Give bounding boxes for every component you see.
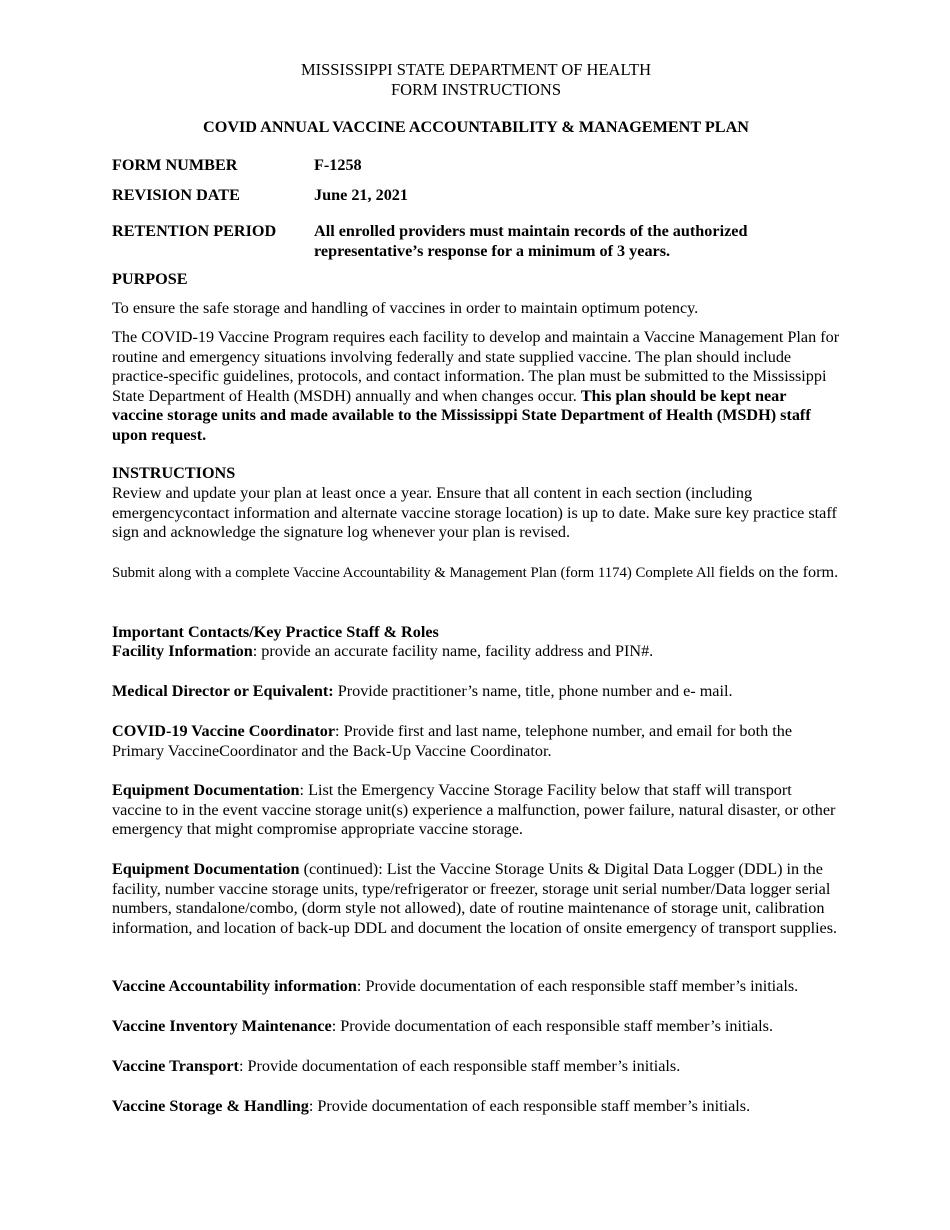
purpose-paragraph-2 [112, 328, 840, 446]
contacts-heading: Important Contacts/Key Practice Staff & Roles [112, 623, 439, 641]
vaccine-storage-handling-text: : Provide documentation of each responsible staff member’s initials. [308, 1097, 751, 1115]
medical-director-label: Medical Director or Equivalent: [112, 682, 334, 700]
vaccine-transport-text: : Provide documentation of each responsible staff member’s initials. [238, 1057, 681, 1075]
retention-period-label: RETENTION PERIOD [112, 222, 277, 240]
equipment-documentation-continued [112, 860, 840, 938]
instructions-paragraph-1: Review and update your plan at least once a year. Ensure that all content in each section (including emergencycontact information and alternate vaccine storage location) is up to date. Make sure key practice staff sign and acknowledge the signature log whenever your plan is revised. [112, 484, 837, 542]
equipment-documentation [112, 781, 840, 840]
vaccine-coordinator [112, 722, 840, 761]
medical-director [112, 682, 840, 702]
equipment-documentation-label: Equipment Documentation [112, 781, 300, 799]
equipment-documentation-continued-label: Equipment Documentation [112, 860, 300, 878]
agency-name: MISSISSIPPI STATE DEPARTMENT OF HEALTH [300, 60, 652, 79]
vaccine-coordinator-label: COVID-19 Vaccine Coordinator [112, 722, 336, 740]
vaccine-transport-label: Vaccine Transport [112, 1057, 239, 1075]
equipment-documentation-continued-text: (continued): List the Vaccine Storage Units & Digital Data Logger (DDL) in the facility, number vaccine storage units, type/refrigerator or freezer, storage unit serial number/Data logger serial numbers, standalone/combo, (dorm style not allowed), date of routine maintenance of storage unit, calibration information, and location of back-up DDL and document the location of onsite emergency of transport supplies. [112, 860, 838, 937]
vaccine-transport [112, 1057, 840, 1077]
agency-header [112, 60, 840, 100]
vaccine-inventory-label: Vaccine Inventory Maintenance [112, 1017, 332, 1035]
revision-date-label: REVISION DATE [112, 186, 240, 204]
instructions-paragraph-2 [112, 563, 840, 584]
form-number-value: F-1258 [314, 156, 362, 174]
medical-director-text: Provide practitioner’s name, title, phone number and e- mail. [333, 682, 733, 700]
facility-information-text: : provide an accurate facility name, facility address and PIN#. [252, 642, 654, 660]
vaccine-inventory [112, 1017, 840, 1037]
vaccine-accountability-text: : Provide documentation of each responsible staff member’s initials. [356, 977, 799, 995]
facility-information-label: Facility Information [112, 642, 253, 660]
facility-information [112, 642, 840, 662]
document-type: FORM INSTRUCTIONS [390, 80, 562, 99]
vaccine-storage-handling [112, 1097, 840, 1117]
vaccine-coordinator-text: : Provide first and last name, telephone number, and email for both the Primary VaccineCoordinator and the Back-Up Vaccine Coordinator. [112, 722, 793, 760]
vaccine-accountability [112, 977, 840, 997]
purpose-paragraph-1: To ensure the safe storage and handling of vaccines in order to maintain optimum potency. [112, 299, 699, 317]
equipment-documentation-text: : List the Emergency Vaccine Storage Facility below that staff will transport vaccine to in the event vaccine storage unit(s) experience a malfunction, power failure, natural disaster, or other emergency that might compromise appropriate vaccine storage. [112, 781, 836, 839]
purpose-paragraph-2-emphasis: This plan should be kept near vaccine storage units and made available to the Mississippi State Department of Health (MSDH) staff upon request. [112, 386, 811, 444]
vaccine-inventory-text: : Provide documentation of each responsible staff member’s initials. [331, 1017, 774, 1035]
purpose-paragraph-2-text: The COVID-19 Vaccine Program requires each facility to develop and maintain a Vaccine Management Plan for routine and emergency situations involving federally and state supplied vaccine. The plan should include practice-specific guidelines, protocols, and contact information. The plan must be submitted to the Mississippi State Department of Health (MSDH) annually and when changes occur. [112, 328, 840, 405]
purpose-heading: PURPOSE [112, 270, 188, 288]
vaccine-storage-handling-label: Vaccine Storage & Handling [112, 1097, 309, 1115]
vaccine-accountability-label: Vaccine Accountability information [112, 977, 357, 995]
instructions-heading: INSTRUCTIONS [112, 464, 236, 482]
document-title: COVID ANNUAL VACCINE ACCOUNTABILITY & MANAGEMENT PLAN [203, 118, 749, 136]
instructions-paragraph-2-rest: fields on the form. [718, 563, 839, 581]
instructions-paragraph-2-small: Submit along with a complete Vaccine Accountability & Management Plan (form 1174) Complete All [112, 565, 719, 581]
retention-period-value: All enrolled providers must maintain records of the authorized representative’s response for a minimum of 3 years. [314, 222, 748, 260]
revision-date-value: June 21, 2021 [314, 186, 408, 204]
form-number-label: FORM NUMBER [112, 156, 238, 174]
